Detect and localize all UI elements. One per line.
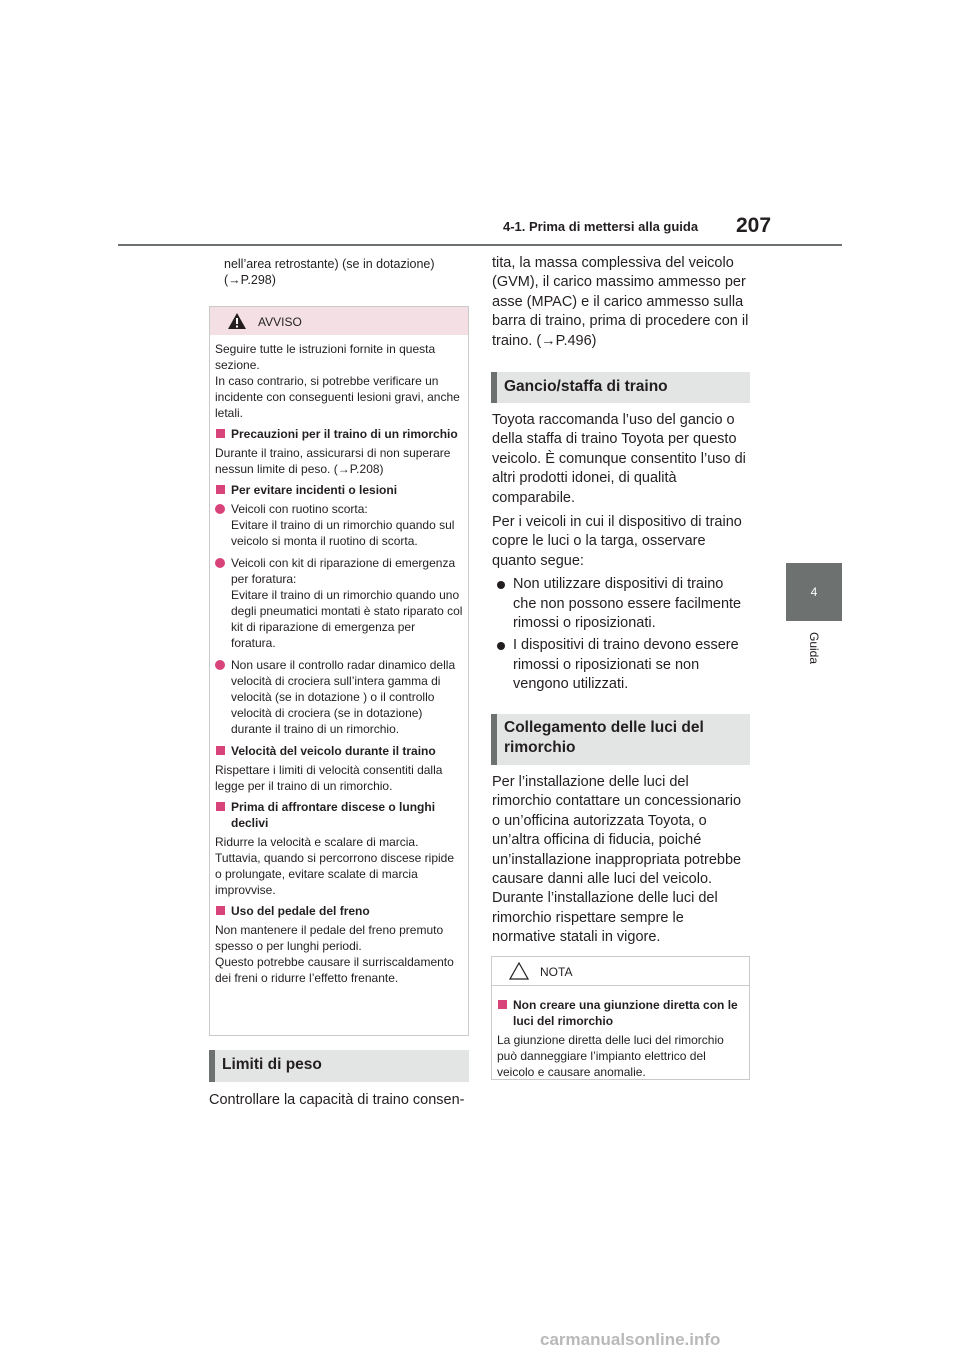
caution-icon xyxy=(509,962,529,980)
intro-line: nell’area retrostante) (se in dotazione) xyxy=(224,257,435,271)
warning-paragraph: Rispettare i limiti di velocità consentiti dalla legge per il traino di un rimorchio. xyxy=(215,763,443,793)
warning-bullet: Non usare il controllo radar dinamico della velocità di crociera sull’intera gamma di velocità (se in dotazione ) o il controllo velocità di crociera (se in dotazione) durante il traino di un rimorchio. xyxy=(215,657,463,737)
weight-text: Controllare la capacità di traino consen- xyxy=(209,1092,465,1108)
square-bullet-icon xyxy=(498,1000,507,1009)
note-title: NOTA xyxy=(540,965,573,979)
square-bullet-icon xyxy=(216,746,225,755)
warning-body xyxy=(210,335,468,986)
hitch-content xyxy=(492,411,750,695)
section-heading-lights: Collegamento delle luci del rimorchio xyxy=(491,714,750,765)
square-bullet-icon xyxy=(216,429,225,438)
warning-intro: Seguire tutte le istruzioni fornite in questa sezione. In caso contrario, si potrebbe verificare un incidente con conseguenti lesioni gravi, anche letali. xyxy=(215,342,460,420)
hitch-paragraph: Toyota raccomanda l’uso del gancio o della staffa di traino Toyota per questo veicolo. È comunque consentito l’uso di altri prodotti idonei, di qualità comparabile. xyxy=(492,412,746,506)
circle-bullet-icon xyxy=(215,504,225,514)
warning-bullet: Veicoli con ruotino scorta: Evitare il traino di un rimorchio quando sul veicolo si monta il ruotino di scorta. xyxy=(215,501,463,549)
note-paragraph: La giunzione diretta delle luci del rimorchio può danneggiare l’impianto elettrico del veicolo e causare anomalie. xyxy=(497,1033,724,1079)
hitch-bullet: Non utilizzare dispositivi di traino che non possono essere facilmente rimossi o riposizionati. xyxy=(492,575,750,633)
hitch-bullet: I dispositivi di traino devono essere rimossi o riposizionati se non vengono utilizzati. xyxy=(492,636,750,694)
chapter-label: Guida xyxy=(807,632,821,665)
square-bullet-icon xyxy=(216,906,225,915)
warning-subheading: Velocità del veicolo durante il traino xyxy=(215,743,463,759)
page-number: 207 xyxy=(736,214,772,237)
note-body xyxy=(492,985,749,1080)
warning-subheading: Uso del pedale del freno xyxy=(215,903,463,919)
warning-paragraph: Durante il traino, assicurarsi di non superare nessun limite di peso. (→P.208) xyxy=(215,446,451,476)
circle-bullet-icon xyxy=(215,558,225,568)
square-bullet-icon xyxy=(216,485,225,494)
weight-continued-text: tita, la massa complessiva del veicolo (GVM), il carico massimo ammesso per asse (MPAC) e il carico ammesso sulla barra di traino, prima di procedere con il traino. (→P.496) xyxy=(492,255,749,349)
note-subheading: Non creare una giunzione diretta con le luci del rimorchio xyxy=(497,997,744,1029)
header-divider xyxy=(118,244,842,246)
warning-box xyxy=(209,306,469,1036)
note-header xyxy=(492,957,749,985)
warning-subheading: Per evitare incidenti o lesioni xyxy=(215,482,463,498)
warning-subheading: Prima di affrontare discese o lunghi declivi xyxy=(215,799,463,831)
chapter-tab[interactable]: 4 xyxy=(786,563,842,621)
warning-paragraph: Non mantenere il pedale del freno premuto spesso o per lunghi periodi. Questo potrebbe causare il surriscaldamento dei freni o ridurre l’effetto frenante. xyxy=(215,923,454,985)
section-title: 4-1. Prima di mettersi alla guida xyxy=(503,219,699,234)
bullet-icon xyxy=(497,581,505,589)
warning-bullet: Veicoli con kit di riparazione di emergenza per foratura: Evitare il traino di un rimorchio quando uno degli pneumatici montati è stato riparato col kit di riparazione di emergenza per foratura. xyxy=(215,555,463,651)
lights-text: Per l’installazione delle luci del rimorchio contattare un concessionario o un’officina autorizzata Toyota, o un’altra officina di fiducia, poiché un’installazione inappropriata potrebbe causare danni alle luci del veicolo. Durante l’installazione delle luci del rimorchio rispettare sempre le normative statali in vigore. xyxy=(492,774,742,946)
warning-icon xyxy=(227,312,247,330)
warning-title: AVVISO xyxy=(258,315,302,329)
intro-ref: (→P.298) xyxy=(224,273,276,287)
intro-text xyxy=(224,256,474,288)
square-bullet-icon xyxy=(216,802,225,811)
section-heading-hitch: Gancio/staffa di traino xyxy=(491,372,750,403)
warning-header xyxy=(210,307,468,335)
section-heading-weight: Limiti di peso xyxy=(209,1050,469,1082)
watermark: carmanualsonline.info xyxy=(540,1330,721,1349)
hitch-paragraph: Per i veicoli in cui il dispositivo di traino copre le luci o la targa, osservare quanto segue: xyxy=(492,514,742,569)
bullet-icon xyxy=(497,642,505,650)
warning-paragraph: Ridurre la velocità e scalare di marcia. Tuttavia, quando si percorrono discese ripide o prolungate, evitare scalate di marcia improvvise. xyxy=(215,835,455,897)
warning-subheading: Precauzioni per il traino di un rimorchio xyxy=(215,426,463,442)
note-box xyxy=(491,956,750,1080)
circle-bullet-icon xyxy=(215,660,225,670)
